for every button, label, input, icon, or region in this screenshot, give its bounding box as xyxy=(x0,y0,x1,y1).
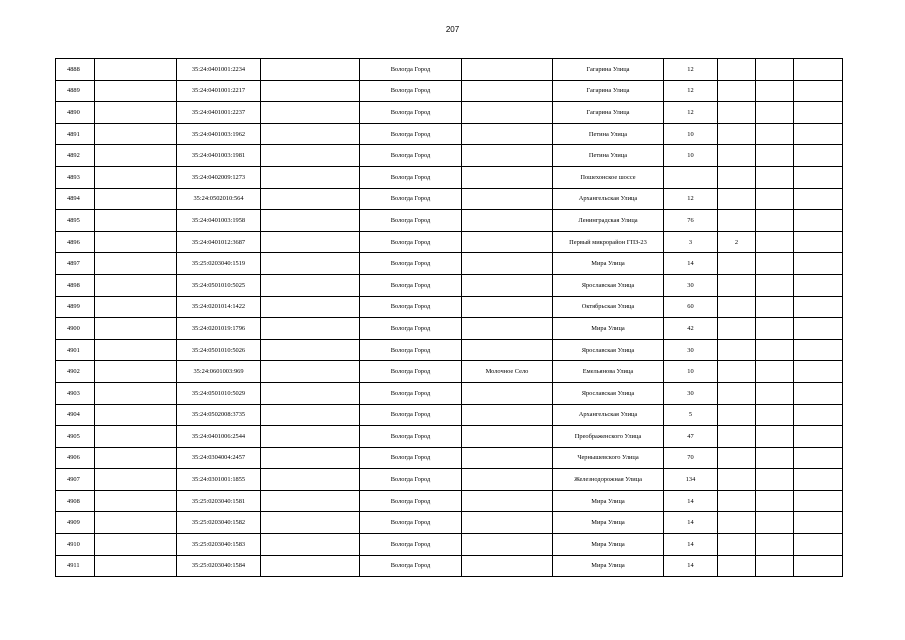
settlement-cell xyxy=(462,426,553,448)
settlement-cell xyxy=(462,447,553,469)
street-cell: Железнодорожная Улица xyxy=(553,469,664,491)
building-number-cell xyxy=(718,361,756,383)
table-row xyxy=(56,490,843,512)
row-number-cell: 4902 xyxy=(56,361,95,383)
row-number-cell: 4903 xyxy=(56,382,95,404)
house-number-cell: 14 xyxy=(664,555,718,577)
street-cell: Ярославская Улица xyxy=(553,382,664,404)
building-number-cell xyxy=(718,555,756,577)
cadastral-number-cell: 35:24:0201014:1422 xyxy=(177,296,261,318)
cadastral-number-cell: 35:24:0401012:3687 xyxy=(177,231,261,253)
empty-cell xyxy=(794,80,843,102)
street-cell: Ленинградская Улица xyxy=(553,210,664,232)
empty-cell xyxy=(756,404,794,426)
cadastral-number-cell: 35:25:0203040:1584 xyxy=(177,555,261,577)
empty-cell xyxy=(261,490,360,512)
table-row xyxy=(56,188,843,210)
empty-cell xyxy=(794,188,843,210)
building-number-cell xyxy=(718,253,756,275)
row-number-cell: 4907 xyxy=(56,469,95,491)
cadastral-number-cell: 35:25:0203040:1583 xyxy=(177,534,261,556)
empty-cell xyxy=(794,145,843,167)
table-row xyxy=(56,59,843,81)
street-cell: Мира Улица xyxy=(553,253,664,275)
building-number-cell xyxy=(718,339,756,361)
table-row xyxy=(56,231,843,253)
settlement-cell xyxy=(462,59,553,81)
cadastral-number-cell: 35:24:0601003:969 xyxy=(177,361,261,383)
settlement-cell xyxy=(462,80,553,102)
table-row xyxy=(56,123,843,145)
row-number-cell: 4898 xyxy=(56,274,95,296)
cadastral-number-cell: 35:25:0203040:1582 xyxy=(177,512,261,534)
empty-cell xyxy=(756,469,794,491)
empty-cell xyxy=(261,274,360,296)
cadastral-number-cell: 35:24:0201019:1796 xyxy=(177,318,261,340)
row-number-cell: 4889 xyxy=(56,80,95,102)
city-cell: Вологда Город xyxy=(360,555,462,577)
empty-cell xyxy=(261,426,360,448)
empty-cell xyxy=(756,534,794,556)
cadastral-number-cell: 35:24:0304004:2457 xyxy=(177,447,261,469)
table-row xyxy=(56,447,843,469)
table-row xyxy=(56,404,843,426)
city-cell: Вологда Город xyxy=(360,447,462,469)
empty-cell xyxy=(756,361,794,383)
row-number-cell: 4897 xyxy=(56,253,95,275)
cadastral-number-cell: 35:24:0401001:2237 xyxy=(177,102,261,124)
empty-cell xyxy=(95,59,177,81)
table-row xyxy=(56,80,843,102)
empty-cell xyxy=(756,166,794,188)
empty-cell xyxy=(261,404,360,426)
settlement-cell xyxy=(462,490,553,512)
empty-cell xyxy=(756,102,794,124)
street-cell: Ярославская Улица xyxy=(553,274,664,296)
street-cell: Первый микрорайон ГПЗ-23 xyxy=(553,231,664,253)
street-cell: Петина Улица xyxy=(553,145,664,167)
city-cell: Вологда Город xyxy=(360,59,462,81)
empty-cell xyxy=(261,339,360,361)
empty-cell xyxy=(261,210,360,232)
registry-table-body xyxy=(56,59,843,577)
empty-cell xyxy=(756,123,794,145)
empty-cell xyxy=(756,80,794,102)
empty-cell xyxy=(261,361,360,383)
settlement-cell xyxy=(462,253,553,275)
city-cell: Вологда Город xyxy=(360,469,462,491)
house-number-cell: 30 xyxy=(664,339,718,361)
building-number-cell xyxy=(718,123,756,145)
empty-cell xyxy=(95,361,177,383)
empty-cell xyxy=(261,123,360,145)
settlement-cell xyxy=(462,123,553,145)
settlement-cell xyxy=(462,102,553,124)
empty-cell xyxy=(756,296,794,318)
settlement-cell xyxy=(462,210,553,232)
row-number-cell: 4888 xyxy=(56,59,95,81)
empty-cell xyxy=(794,361,843,383)
empty-cell xyxy=(261,447,360,469)
empty-cell xyxy=(794,534,843,556)
house-number-cell: 12 xyxy=(664,80,718,102)
empty-cell xyxy=(794,512,843,534)
settlement-cell xyxy=(462,145,553,167)
settlement-cell xyxy=(462,469,553,491)
city-cell: Вологда Город xyxy=(360,80,462,102)
empty-cell xyxy=(794,274,843,296)
table-row xyxy=(56,274,843,296)
empty-cell xyxy=(95,166,177,188)
building-number-cell xyxy=(718,210,756,232)
empty-cell xyxy=(794,166,843,188)
city-cell: Вологда Город xyxy=(360,361,462,383)
street-cell: Мира Улица xyxy=(553,534,664,556)
building-number-cell xyxy=(718,404,756,426)
settlement-cell: Молочное Село xyxy=(462,361,553,383)
house-number-cell: 30 xyxy=(664,382,718,404)
table-row xyxy=(56,426,843,448)
row-number-cell: 4905 xyxy=(56,426,95,448)
empty-cell xyxy=(794,210,843,232)
building-number-cell xyxy=(718,80,756,102)
street-cell: Октябрьская Улица xyxy=(553,296,664,318)
cadastral-number-cell: 35:24:0502008:3735 xyxy=(177,404,261,426)
row-number-cell: 4899 xyxy=(56,296,95,318)
cadastral-number-cell: 35:24:0401001:2234 xyxy=(177,59,261,81)
empty-cell xyxy=(261,102,360,124)
city-cell: Вологда Город xyxy=(360,102,462,124)
empty-cell xyxy=(756,253,794,275)
cadastral-number-cell: 35:24:0401003:1962 xyxy=(177,123,261,145)
empty-cell xyxy=(756,382,794,404)
table-row xyxy=(56,296,843,318)
row-number-cell: 4894 xyxy=(56,188,95,210)
settlement-cell xyxy=(462,339,553,361)
empty-cell xyxy=(95,534,177,556)
empty-cell xyxy=(261,512,360,534)
empty-cell xyxy=(756,339,794,361)
empty-cell xyxy=(95,404,177,426)
empty-cell xyxy=(794,490,843,512)
city-cell: Вологда Город xyxy=(360,490,462,512)
empty-cell xyxy=(794,555,843,577)
house-number-cell: 30 xyxy=(664,274,718,296)
table-row xyxy=(56,361,843,383)
empty-cell xyxy=(756,447,794,469)
building-number-cell xyxy=(718,318,756,340)
empty-cell xyxy=(95,296,177,318)
settlement-cell xyxy=(462,534,553,556)
empty-cell xyxy=(794,404,843,426)
cadastral-number-cell: 35:24:0301001:1855 xyxy=(177,469,261,491)
table-row xyxy=(56,145,843,167)
empty-cell xyxy=(95,145,177,167)
house-number-cell: 14 xyxy=(664,512,718,534)
registry-table xyxy=(55,58,843,577)
table-row xyxy=(56,469,843,491)
cadastral-number-cell: 35:25:0203040:1519 xyxy=(177,253,261,275)
table-row xyxy=(56,382,843,404)
street-cell: Емельянова Улица xyxy=(553,361,664,383)
cadastral-number-cell: 35:25:0203040:1581 xyxy=(177,490,261,512)
table-row xyxy=(56,555,843,577)
city-cell: Вологда Город xyxy=(360,210,462,232)
empty-cell xyxy=(756,426,794,448)
empty-cell xyxy=(261,534,360,556)
building-number-cell xyxy=(718,145,756,167)
empty-cell xyxy=(756,512,794,534)
row-number-cell: 4911 xyxy=(56,555,95,577)
table-row xyxy=(56,102,843,124)
empty-cell xyxy=(95,188,177,210)
empty-cell xyxy=(794,102,843,124)
city-cell: Вологда Город xyxy=(360,426,462,448)
street-cell: Гагарина Улица xyxy=(553,102,664,124)
empty-cell xyxy=(794,253,843,275)
street-cell: Петина Улица xyxy=(553,123,664,145)
house-number-cell: 10 xyxy=(664,145,718,167)
empty-cell xyxy=(794,447,843,469)
row-number-cell: 4895 xyxy=(56,210,95,232)
house-number-cell: 14 xyxy=(664,253,718,275)
city-cell: Вологда Город xyxy=(360,188,462,210)
house-number-cell: 10 xyxy=(664,361,718,383)
empty-cell xyxy=(756,210,794,232)
settlement-cell xyxy=(462,555,553,577)
empty-cell xyxy=(794,231,843,253)
settlement-cell xyxy=(462,296,553,318)
city-cell: Вологда Город xyxy=(360,231,462,253)
house-number-cell: 76 xyxy=(664,210,718,232)
empty-cell xyxy=(261,555,360,577)
empty-cell xyxy=(261,166,360,188)
street-cell: Чернышевского Улица xyxy=(553,447,664,469)
table-row xyxy=(56,318,843,340)
cadastral-number-cell: 35:24:0501010:5029 xyxy=(177,382,261,404)
row-number-cell: 4901 xyxy=(56,339,95,361)
cadastral-number-cell: 35:24:0401001:2217 xyxy=(177,80,261,102)
city-cell: Вологда Город xyxy=(360,123,462,145)
settlement-cell xyxy=(462,382,553,404)
city-cell: Вологда Город xyxy=(360,382,462,404)
empty-cell xyxy=(95,231,177,253)
city-cell: Вологда Город xyxy=(360,318,462,340)
empty-cell xyxy=(794,339,843,361)
table-row xyxy=(56,253,843,275)
empty-cell xyxy=(95,318,177,340)
empty-cell xyxy=(95,274,177,296)
empty-cell xyxy=(261,145,360,167)
row-number-cell: 4904 xyxy=(56,404,95,426)
house-number-cell: 12 xyxy=(664,59,718,81)
row-number-cell: 4900 xyxy=(56,318,95,340)
empty-cell xyxy=(794,318,843,340)
house-number-cell: 10 xyxy=(664,123,718,145)
empty-cell xyxy=(794,469,843,491)
empty-cell xyxy=(95,447,177,469)
empty-cell xyxy=(756,490,794,512)
empty-cell xyxy=(261,253,360,275)
row-number-cell: 4910 xyxy=(56,534,95,556)
building-number-cell xyxy=(718,59,756,81)
house-number-cell: 42 xyxy=(664,318,718,340)
empty-cell xyxy=(95,382,177,404)
empty-cell xyxy=(95,490,177,512)
building-number-cell xyxy=(718,274,756,296)
empty-cell xyxy=(261,382,360,404)
empty-cell xyxy=(794,382,843,404)
street-cell: Гагарина Улица xyxy=(553,80,664,102)
street-cell: Мира Улица xyxy=(553,490,664,512)
building-number-cell xyxy=(718,534,756,556)
house-number-cell: 12 xyxy=(664,102,718,124)
street-cell: Ярославская Улица xyxy=(553,339,664,361)
empty-cell xyxy=(95,426,177,448)
street-cell: Мира Улица xyxy=(553,555,664,577)
empty-cell xyxy=(95,253,177,275)
cadastral-number-cell: 35:24:0401003:1958 xyxy=(177,210,261,232)
empty-cell xyxy=(756,318,794,340)
settlement-cell xyxy=(462,188,553,210)
street-cell: Гагарина Улица xyxy=(553,59,664,81)
empty-cell xyxy=(95,102,177,124)
empty-cell xyxy=(794,59,843,81)
table-row xyxy=(56,512,843,534)
table-row xyxy=(56,210,843,232)
empty-cell xyxy=(261,469,360,491)
row-number-cell: 4906 xyxy=(56,447,95,469)
city-cell: Вологда Город xyxy=(360,534,462,556)
city-cell: Вологда Город xyxy=(360,145,462,167)
empty-cell xyxy=(794,426,843,448)
empty-cell xyxy=(95,80,177,102)
house-number-cell xyxy=(664,166,718,188)
empty-cell xyxy=(756,274,794,296)
empty-cell xyxy=(756,145,794,167)
empty-cell xyxy=(95,555,177,577)
city-cell: Вологда Город xyxy=(360,296,462,318)
settlement-cell xyxy=(462,231,553,253)
cadastral-number-cell: 35:24:0501010:5025 xyxy=(177,274,261,296)
building-number-cell xyxy=(718,102,756,124)
house-number-cell: 134 xyxy=(664,469,718,491)
house-number-cell: 3 xyxy=(664,231,718,253)
row-number-cell: 4908 xyxy=(56,490,95,512)
empty-cell xyxy=(95,469,177,491)
row-number-cell: 4909 xyxy=(56,512,95,534)
building-number-cell xyxy=(718,188,756,210)
building-number-cell xyxy=(718,382,756,404)
building-number-cell xyxy=(718,426,756,448)
building-number-cell xyxy=(718,512,756,534)
empty-cell xyxy=(756,188,794,210)
house-number-cell: 14 xyxy=(664,534,718,556)
empty-cell xyxy=(756,555,794,577)
street-cell: Мира Улица xyxy=(553,512,664,534)
building-number-cell xyxy=(718,166,756,188)
empty-cell xyxy=(756,59,794,81)
empty-cell xyxy=(261,296,360,318)
house-number-cell: 12 xyxy=(664,188,718,210)
empty-cell xyxy=(261,318,360,340)
cadastral-number-cell: 35:24:0501010:5026 xyxy=(177,339,261,361)
building-number-cell: 2 xyxy=(718,231,756,253)
empty-cell xyxy=(794,123,843,145)
empty-cell xyxy=(794,296,843,318)
cadastral-number-cell: 35:24:0401006:2544 xyxy=(177,426,261,448)
building-number-cell xyxy=(718,447,756,469)
table-row xyxy=(56,534,843,556)
street-cell: Пошехонское шоссе xyxy=(553,166,664,188)
settlement-cell xyxy=(462,318,553,340)
settlement-cell xyxy=(462,404,553,426)
house-number-cell: 14 xyxy=(664,490,718,512)
city-cell: Вологда Город xyxy=(360,339,462,361)
city-cell: Вологда Город xyxy=(360,512,462,534)
settlement-cell xyxy=(462,274,553,296)
city-cell: Вологда Город xyxy=(360,274,462,296)
city-cell: Вологда Город xyxy=(360,253,462,275)
table-row xyxy=(56,339,843,361)
empty-cell xyxy=(261,188,360,210)
empty-cell xyxy=(261,80,360,102)
cadastral-number-cell: 35:24:0401003:1981 xyxy=(177,145,261,167)
building-number-cell xyxy=(718,469,756,491)
empty-cell xyxy=(95,123,177,145)
empty-cell xyxy=(261,59,360,81)
row-number-cell: 4893 xyxy=(56,166,95,188)
empty-cell xyxy=(95,210,177,232)
settlement-cell xyxy=(462,512,553,534)
empty-cell xyxy=(261,231,360,253)
street-cell: Преображенского Улица xyxy=(553,426,664,448)
house-number-cell: 47 xyxy=(664,426,718,448)
house-number-cell: 70 xyxy=(664,447,718,469)
table-row xyxy=(56,166,843,188)
page-number: 207 xyxy=(445,25,460,34)
empty-cell xyxy=(95,339,177,361)
building-number-cell xyxy=(718,490,756,512)
street-cell: Архангельская Улица xyxy=(553,404,664,426)
row-number-cell: 4892 xyxy=(56,145,95,167)
building-number-cell xyxy=(718,296,756,318)
row-number-cell: 4896 xyxy=(56,231,95,253)
street-cell: Мира Улица xyxy=(553,318,664,340)
city-cell: Вологда Город xyxy=(360,404,462,426)
city-cell: Вологда Город xyxy=(360,166,462,188)
settlement-cell xyxy=(462,166,553,188)
row-number-cell: 4890 xyxy=(56,102,95,124)
house-number-cell: 60 xyxy=(664,296,718,318)
empty-cell xyxy=(756,231,794,253)
empty-cell xyxy=(95,512,177,534)
cadastral-number-cell: 35:24:0402009:1273 xyxy=(177,166,261,188)
street-cell: Архангельская Улица xyxy=(553,188,664,210)
row-number-cell: 4891 xyxy=(56,123,95,145)
cadastral-number-cell: 35:24:0502010:564 xyxy=(177,188,261,210)
house-number-cell: 5 xyxy=(664,404,718,426)
